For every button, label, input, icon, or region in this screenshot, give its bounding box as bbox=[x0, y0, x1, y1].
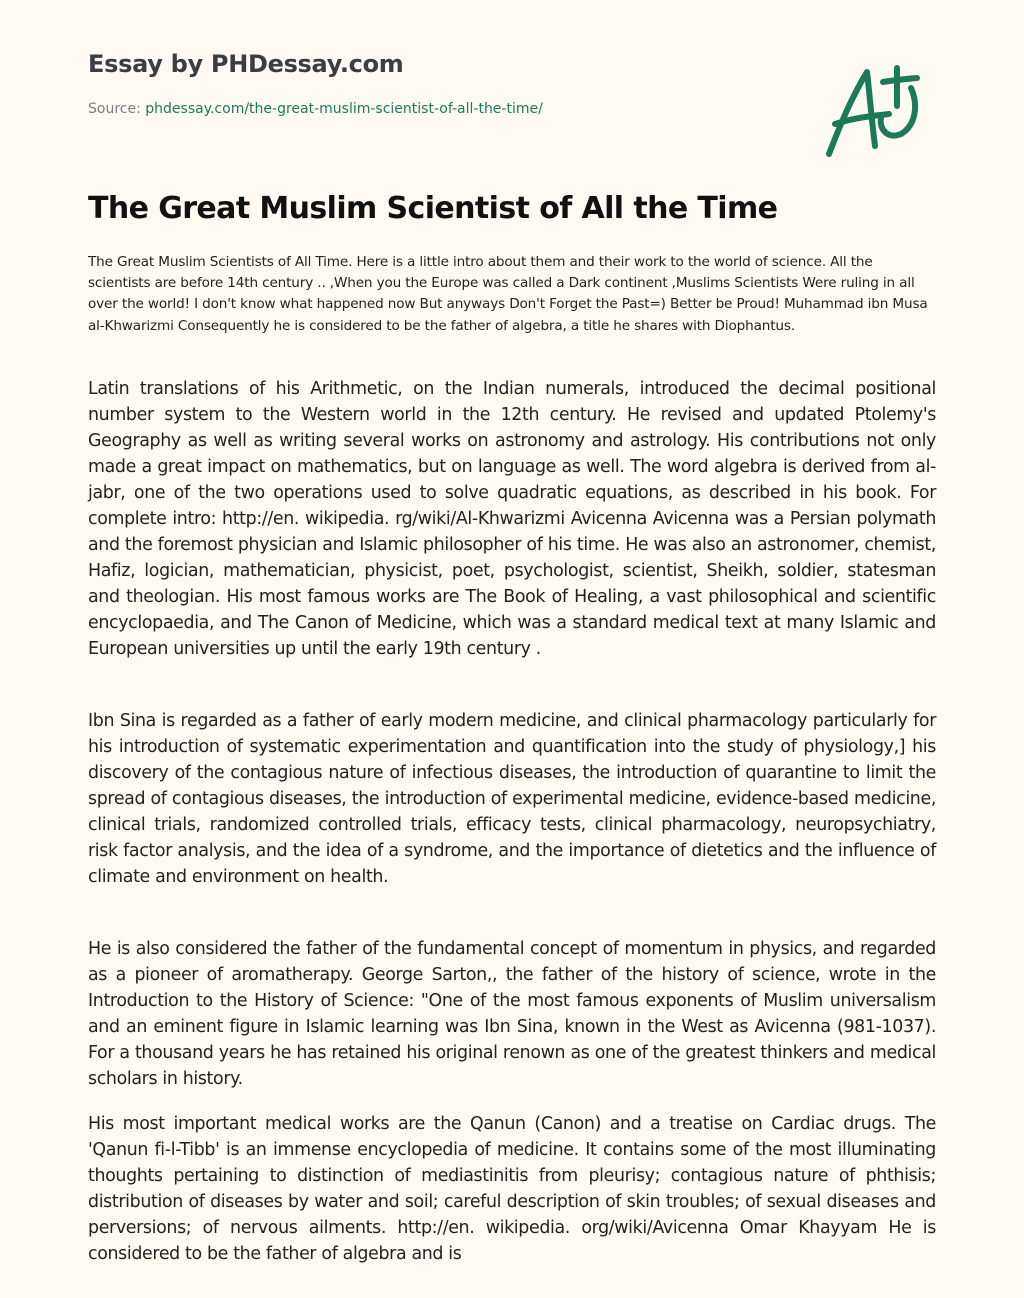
page-header bbox=[88, 0, 936, 170]
source-link[interactable]: phdessay.com/the-great-muslim-scientist-of-all-the-time/ bbox=[145, 101, 543, 117]
body-paragraph: He is also considered the father of the fundamental concept of momentum in physics, and regarded as a pioneer of aromatherapy. George Sarton,, the father of the history of science, wrote in the Introduction to the History of Science: "One of the most famous exponents of Muslim universalism and an eminent figure in Islamic learning was Ibn Sina, known in the West as Avicenna (981-1037). For a thousand years he has retained his original renown as one of the greatest thinkers and medical scholars in history. bbox=[88, 939, 936, 1089]
source-label: Source: bbox=[88, 101, 146, 117]
document-title: The Great Muslim Scientist of All the Time bbox=[88, 191, 778, 226]
body-paragraph: Latin translations of his Arithmetic, on the Indian numerals, introduced the decimal positional number system to the Western world in the 12th century. He revised and updated Ptolemy's Geography as well as writing several works on astronomy and astrology. His contributions not only made a great impact on mathematics, but on language as well. The word algebra is derived from al-jabr, one of the two operations used to solve quadratic equations, as described in his book. For complete intro: http://en. wikipedia. rg/wiki/Al-Khwarizmi Avicenna Avicenna was a Persian polymath and the foremost physician and Islamic philosopher of his time. He was also an astronomer, chemist, Hafiz, logician, mathematician, physicist, poet, psychologist, scientist, Sheikh, soldier, statesman and theologian. His most famous works are The Book of Healing, a vast philosophical and scientific encyclopaedia, and The Canon of Medicine, which was a standard medical text at many Islamic and European universities up until the early 19th century . bbox=[88, 379, 936, 659]
body-paragraph: Ibn Sina is regarded as a father of early modern medicine, and clinical pharmacology particularly for his introduction of systematic experimentation and quantification into the study of physiology,] his discovery of the contagious nature of infectious diseases, the introduction of quarantine to limit the spread of contagious diseases, the introduction of experimental medicine, evidence-based medicine, clinical trials, randomized controlled trials, efficacy tests, clinical pharmacology, neuropsychiatry, risk factor analysis, and the idea of a syndrome, and the importance of dietetics and the influence of climate and environment on health. bbox=[88, 711, 936, 887]
intro-paragraph: The Great Muslim Scientists of All Time. Here is a little intro about them and their work to the world of science. All the scientists are before 14th century .. ,When you the Europe was called a Dark continent ,Muslims Scientists Were ruling in all over the world! I don't know what happened now But anyways Don't Forget the Past=) Better be Proud! Muhammad ibn Musa al-Khwarizmi Consequently he is considered to be the father of algebra, a title he shares with Diophantus. bbox=[88, 254, 928, 334]
essay-page bbox=[88, 0, 936, 1264]
body-paragraph: His most important medical works are the Qanun (Canon) and a treatise on Cardiac drugs. The 'Qanun fi-l-Tibb' is an immense encyclopedia of medicine. It contains some of the most illuminating thoughts pertaining to distinction of mediastinitis from pleurisy; contagious nature of phthisis; distribution of diseases by water and soil; careful description of skin troubles; of sexual diseases and perversions; of nervous ailments. http://en. wikipedia. org/wiki/Avicenna Omar Khayyam He is considered to be the father of algebra and is bbox=[88, 1114, 936, 1264]
a-plus-grade-icon bbox=[825, 62, 929, 162]
source-line bbox=[88, 101, 543, 117]
site-title: Essay by PHDessay.com bbox=[88, 50, 404, 78]
